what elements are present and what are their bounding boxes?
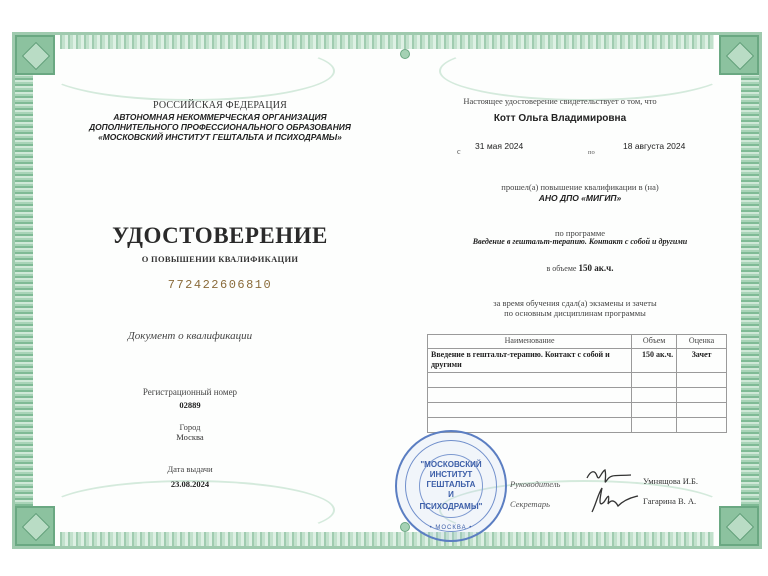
- discipline-volume: [632, 403, 677, 418]
- discipline-volume: [632, 388, 677, 403]
- stamp-city: • МОСКВА •: [429, 525, 473, 531]
- exams-text-line-1: за время обучения сдал(а) экзамены и зачеты: [493, 298, 657, 308]
- document-type: Документ о квалификации: [127, 330, 253, 342]
- discipline-name: [428, 373, 632, 388]
- corner-ornament-icon: [15, 35, 55, 75]
- table-header-row: [428, 335, 727, 349]
- issue-date-value: 23.08.2024: [170, 479, 210, 489]
- disciplines-table: [427, 334, 727, 433]
- intro-text: Настоящее удостоверение свидетельствует о том, что: [463, 96, 657, 106]
- column-header-volume: Объем: [632, 335, 677, 349]
- left-page: [60, 60, 380, 530]
- federation-heading: РОССИЙСКАЯ ФЕДЕРАЦИЯ: [152, 100, 288, 111]
- official-seal-stamp: [395, 430, 507, 542]
- director-role-label: Руководитель: [510, 479, 561, 489]
- period-to-date: 18 августа 2024: [623, 141, 686, 151]
- secretary-signature-icon: [588, 484, 640, 516]
- fold-ornament-icon: [400, 49, 410, 59]
- period-from-prefix: с: [457, 147, 461, 156]
- volume-prefix: в объеме: [546, 264, 577, 273]
- stamp-text-line: И: [448, 490, 454, 499]
- registration-number-value: 02889: [179, 400, 201, 410]
- discipline-volume: [632, 418, 677, 433]
- city-label: Город: [179, 422, 201, 432]
- city-value: Москва: [176, 432, 204, 442]
- stamp-text-line: ПСИХОДРАМЫ": [419, 502, 483, 511]
- certificate-subtitle: О ПОВЫШЕНИИ КВАЛИФИКАЦИИ: [141, 254, 299, 264]
- discipline-volume: [632, 373, 677, 388]
- discipline-grade: Зачет: [677, 349, 727, 373]
- program-label: по программе: [554, 228, 605, 238]
- organization-line-2: ДОПОЛНИТЕЛЬНОГО ПРОФЕССИОНАЛЬНОГО ОБРАЗОВАНИЯ: [89, 122, 351, 132]
- stamp-text-line: ГЕШТАЛЬТА: [426, 480, 476, 489]
- program-name: Введение в гештальт-терапию. Контакт с собой и другими: [472, 237, 688, 246]
- organization-line-3: «МОСКОВСКИЙ ИНСТИТУТ ГЕШТАЛЬТА И ПСИХОДРАМЫ»: [98, 132, 342, 142]
- secretary-name: Гагарина В. А.: [643, 496, 697, 506]
- certificate-title: УДОСТОВЕРЕНИЕ: [112, 223, 328, 248]
- discipline-volume: 150 ак.ч.: [632, 349, 677, 373]
- exams-text-line-2: по основным дисциплинам программы: [504, 308, 646, 318]
- corner-ornament-icon: [15, 506, 55, 546]
- table-row: [428, 418, 727, 433]
- discipline-name: [428, 388, 632, 403]
- discipline-name: Введение в гештальт-терапию. Контакт с собой и другими: [428, 349, 632, 373]
- issue-date-label: Дата выдачи: [167, 464, 213, 474]
- volume-line: [425, 263, 735, 273]
- frame-border-right: [741, 75, 759, 506]
- organization-line-1: АВТОНОМНАЯ НЕКОММЕРЧЕСКАЯ ОРГАНИЗАЦИЯ: [113, 112, 327, 122]
- discipline-grade: [677, 418, 727, 433]
- table-row: [428, 349, 727, 373]
- registration-number-label: Регистрационный номер: [142, 387, 238, 397]
- period-to-prefix: по: [588, 149, 595, 156]
- secretary-role-label: Секретарь: [510, 499, 550, 509]
- discipline-grade: [677, 388, 727, 403]
- stamp-text-line: "МОСКОВСКИЙ: [420, 460, 482, 469]
- director-name: Умнящова И.Б.: [643, 476, 698, 486]
- discipline-grade: [677, 403, 727, 418]
- period-from-date: 31 мая 2024: [475, 141, 524, 151]
- discipline-grade: [677, 373, 727, 388]
- discipline-name: [428, 403, 632, 418]
- stamp-text-line: ИНСТИТУТ: [429, 470, 473, 479]
- column-header-grade: Оценка: [677, 335, 727, 349]
- frame-border-left: [15, 75, 33, 506]
- passed-training-text: прошел(а) повышение квалификации в (на): [501, 182, 659, 192]
- serial-number: 772422606810: [167, 278, 273, 292]
- column-header-name: Наименование: [428, 335, 632, 349]
- table-row: [428, 373, 727, 388]
- volume-value: 150 ак.ч.: [578, 263, 614, 273]
- table-row: [428, 403, 727, 418]
- table-row: [428, 388, 727, 403]
- holder-full-name: Котт Ольга Владимировна: [493, 113, 627, 124]
- organization-short-name: АНО ДПО «МИГИП»: [538, 193, 622, 203]
